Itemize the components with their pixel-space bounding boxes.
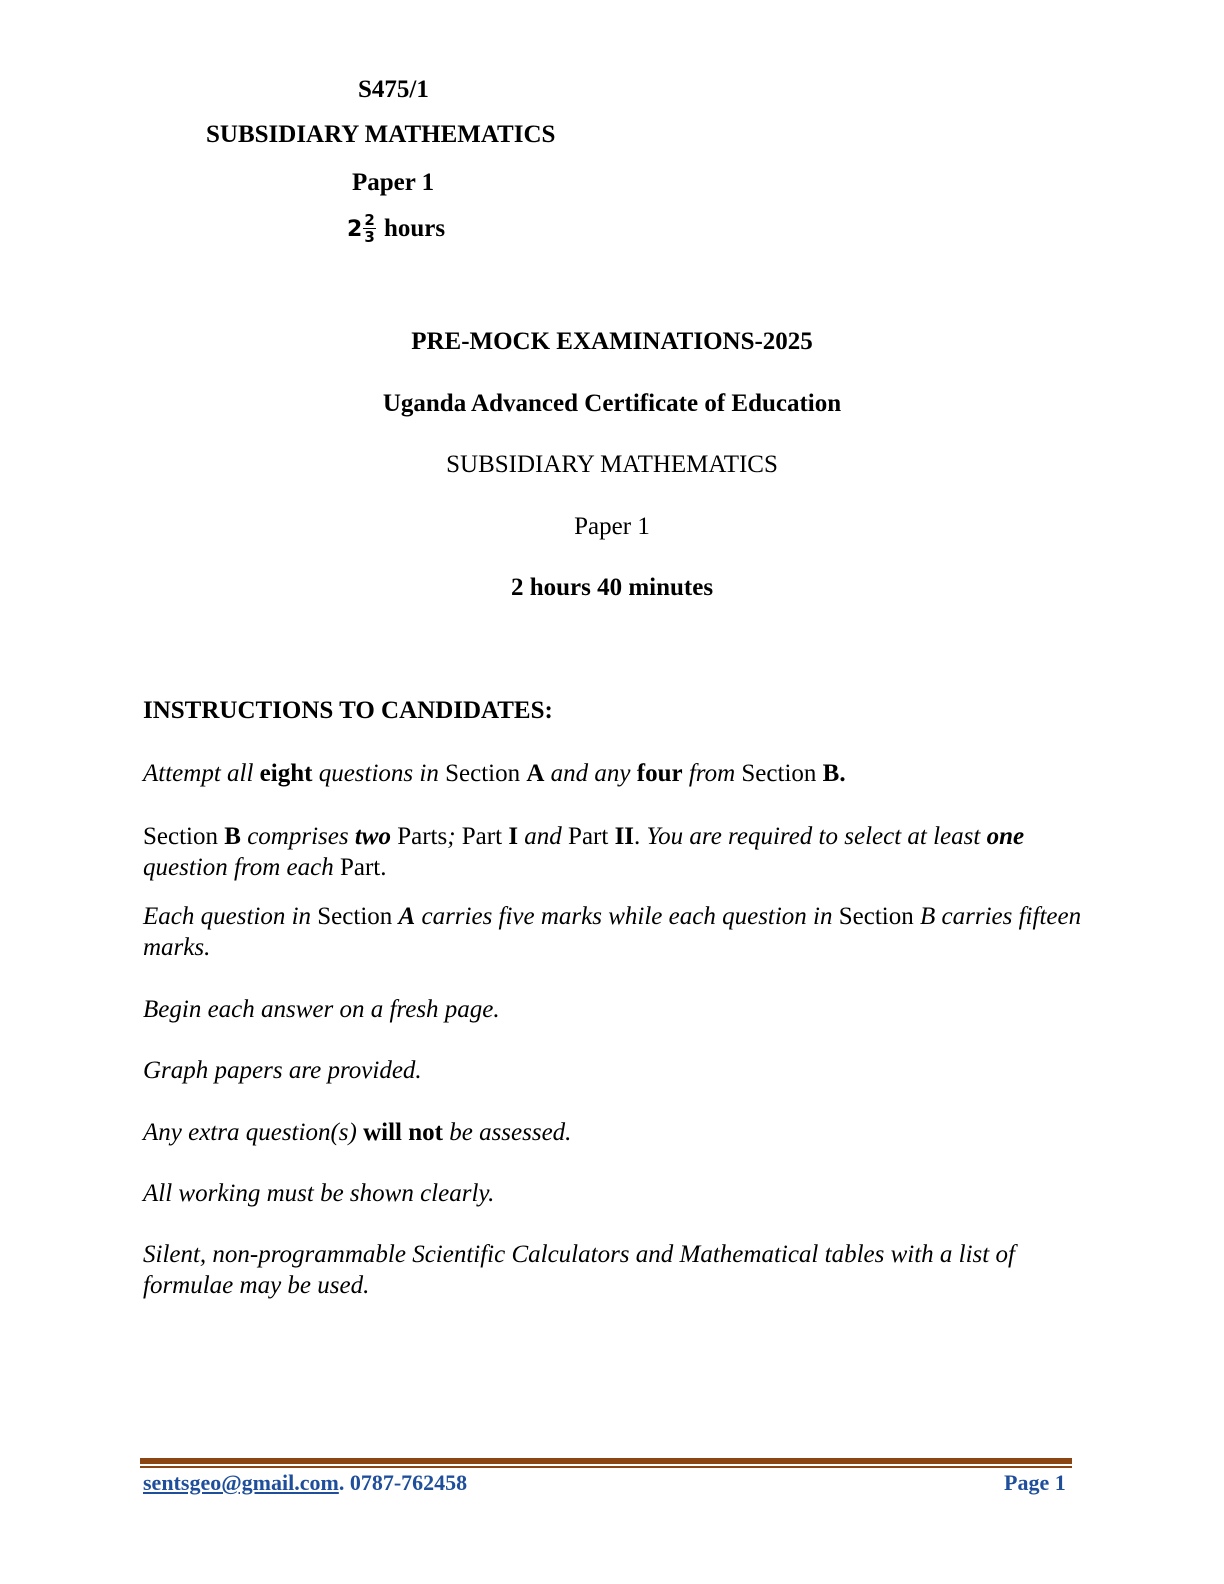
paper-label: Paper 1	[352, 169, 435, 196]
duration-denominator: 3	[364, 228, 375, 246]
instruction-calculators: Silent, non-programmable Scientific Calculators and Mathematical tables with a list of formulae may be used.	[143, 1241, 1015, 1299]
duration-whole: 2	[347, 217, 363, 243]
subject-title: SUBSIDIARY MATHEMATICS	[446, 451, 778, 478]
footer-phone: . 0787-762458	[338, 1470, 468, 1495]
instruction-fresh-page: Begin each answer on a fresh page.	[143, 996, 500, 1023]
page-number: Page 1	[1004, 1470, 1066, 1495]
instruction-graph-papers: Graph papers are provided.	[143, 1057, 422, 1084]
footer-rule	[140, 1458, 1072, 1464]
duration-numerator: 2	[364, 211, 375, 229]
instruction-section-b: Section B comprises two Parts; Part I and Part II. You are required to select at least one question from each Part.	[143, 823, 1025, 881]
exam-duration: 2 hours 40 minutes	[510, 574, 714, 601]
paper-title: Paper 1	[574, 513, 650, 540]
instruction-extra-questions: Any extra question(s) will not be assessed.	[143, 1119, 572, 1146]
footer-contact	[143, 1470, 467, 1496]
duration-frac	[363, 212, 375, 245]
instruction-attempt: Attempt all eight questions in Section A and any four from Section B.	[143, 760, 846, 787]
paper-code: S475/1	[358, 76, 429, 103]
instruction-marks: Each question in Section A carries five marks while each question in Section B carries fifteen marks.	[143, 903, 1082, 961]
instructions-heading: INSTRUCTIONS TO CANDIDATES:	[143, 697, 553, 724]
duration-unit: hours	[384, 215, 446, 243]
instruction-working: All working must be shown clearly.	[143, 1180, 495, 1207]
footer-rule-thin	[140, 1466, 1072, 1468]
subject-heading: SUBSIDIARY MATHEMATICS	[206, 121, 556, 148]
duration-fraction	[347, 211, 446, 247]
footer-email-link[interactable]: sentsgeo@gmail.com	[143, 1470, 339, 1495]
certificate-title: Uganda Advanced Certificate of Education	[382, 390, 842, 417]
exam-title: PRE-MOCK EXAMINATIONS-2025	[411, 328, 813, 355]
